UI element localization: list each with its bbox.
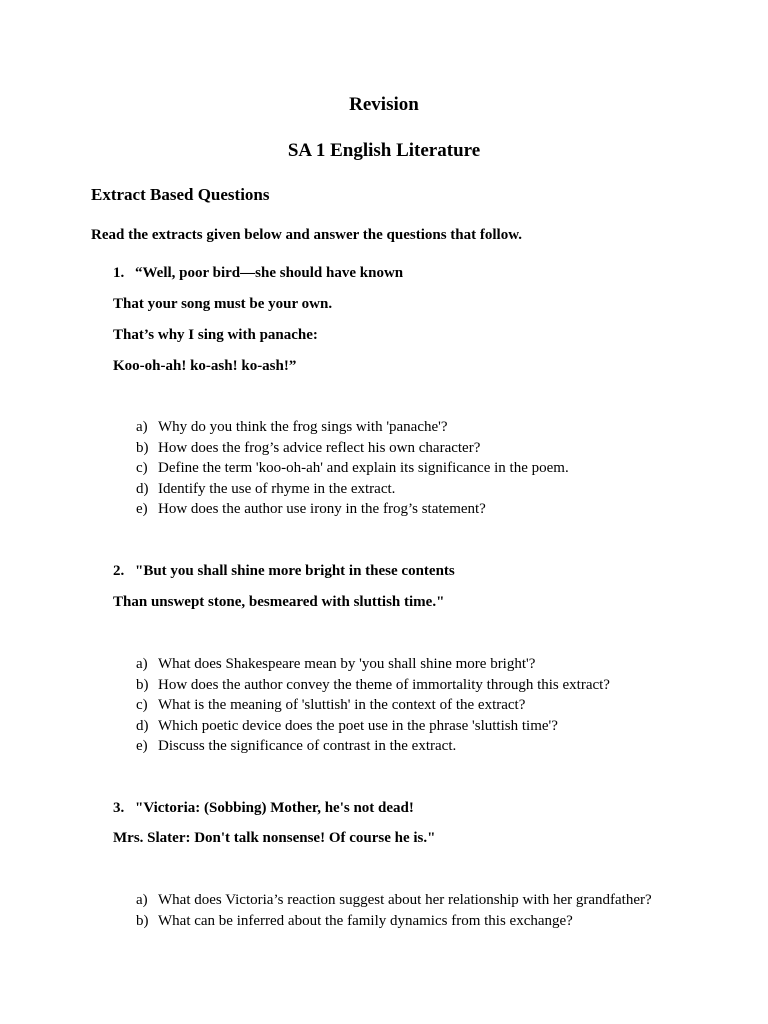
sub-question-text: Define the term 'koo-oh-ah' and explain its significance in the poem. bbox=[158, 460, 569, 476]
extract-text: “Well, poor bird—she should have known bbox=[135, 265, 404, 281]
sub-question-text: How does the author convey the theme of immortality through this extract? bbox=[158, 677, 610, 693]
sub-question-text: How does the frog’s advice reflect his own character? bbox=[158, 440, 481, 456]
extract-line: That’s why I sing with panache: bbox=[113, 327, 318, 343]
sub-question-label: a) bbox=[136, 419, 148, 435]
sub-question-text: Discuss the significance of contrast in the extract. bbox=[158, 738, 457, 754]
extract-line: That your song must be your own. bbox=[113, 296, 333, 312]
sub-question-label: d) bbox=[136, 718, 149, 734]
sub-question bbox=[136, 656, 535, 673]
page-title: Revision bbox=[349, 94, 419, 115]
sub-question bbox=[136, 501, 486, 518]
question-number: 3. bbox=[113, 800, 125, 816]
sub-question bbox=[136, 481, 395, 498]
sub-question-text: How does the author use irony in the frog’s statement? bbox=[158, 501, 486, 517]
sub-question bbox=[136, 738, 456, 755]
question-number: 2. bbox=[113, 563, 125, 579]
extract-line bbox=[113, 563, 455, 580]
sub-question-text: Why do you think the frog sings with 'panache'? bbox=[158, 419, 448, 435]
extract-line bbox=[113, 265, 403, 282]
sub-question-label: a) bbox=[136, 656, 148, 672]
sub-question bbox=[136, 419, 448, 436]
sub-question-label: d) bbox=[136, 481, 149, 497]
extract-line: Than unswept stone, besmeared with sluttish time." bbox=[113, 594, 445, 610]
sub-question bbox=[136, 460, 569, 477]
sub-question-text: What does Shakespeare mean by 'you shall shine more bright'? bbox=[158, 656, 536, 672]
sub-question-label: a) bbox=[136, 892, 148, 908]
instructions: Read the extracts given below and answer the questions that follow. bbox=[91, 227, 522, 243]
extract-text: "Victoria: (Sobbing) Mother, he's not dead! bbox=[135, 800, 414, 816]
sub-question-label: b) bbox=[136, 913, 149, 929]
sub-question-label: c) bbox=[136, 460, 148, 476]
section-heading: Extract Based Questions bbox=[91, 185, 270, 204]
extract-line: Mrs. Slater: Don't talk nonsense! Of course he is." bbox=[113, 830, 436, 846]
sub-question-label: b) bbox=[136, 677, 149, 693]
sub-question bbox=[136, 440, 480, 457]
extract-text: "But you shall shine more bright in these contents bbox=[135, 563, 455, 579]
question-number: 1. bbox=[113, 265, 125, 281]
extract-line: Koo-oh-ah! ko-ash! ko-ash!” bbox=[113, 358, 297, 374]
sub-question bbox=[136, 677, 610, 694]
sub-question-label: c) bbox=[136, 697, 148, 713]
sub-question bbox=[136, 913, 573, 930]
sub-question-text: What can be inferred about the family dynamics from this exchange? bbox=[158, 913, 573, 929]
sub-question-label: e) bbox=[136, 501, 148, 517]
extract-line bbox=[113, 800, 414, 817]
sub-question bbox=[136, 697, 525, 714]
sub-question bbox=[136, 718, 558, 735]
page-subtitle: SA 1 English Literature bbox=[287, 140, 481, 161]
sub-question-label: e) bbox=[136, 738, 148, 754]
sub-question-text: What is the meaning of 'sluttish' in the context of the extract? bbox=[158, 697, 526, 713]
sub-question-text: Identify the use of rhyme in the extract. bbox=[158, 481, 396, 497]
sub-question-label: b) bbox=[136, 440, 149, 456]
sub-question-text: What does Victoria’s reaction suggest about her relationship with her grandfather? bbox=[158, 892, 652, 908]
sub-question-text: Which poetic device does the poet use in the phrase 'sluttish time'? bbox=[158, 718, 558, 734]
sub-question bbox=[136, 892, 652, 909]
